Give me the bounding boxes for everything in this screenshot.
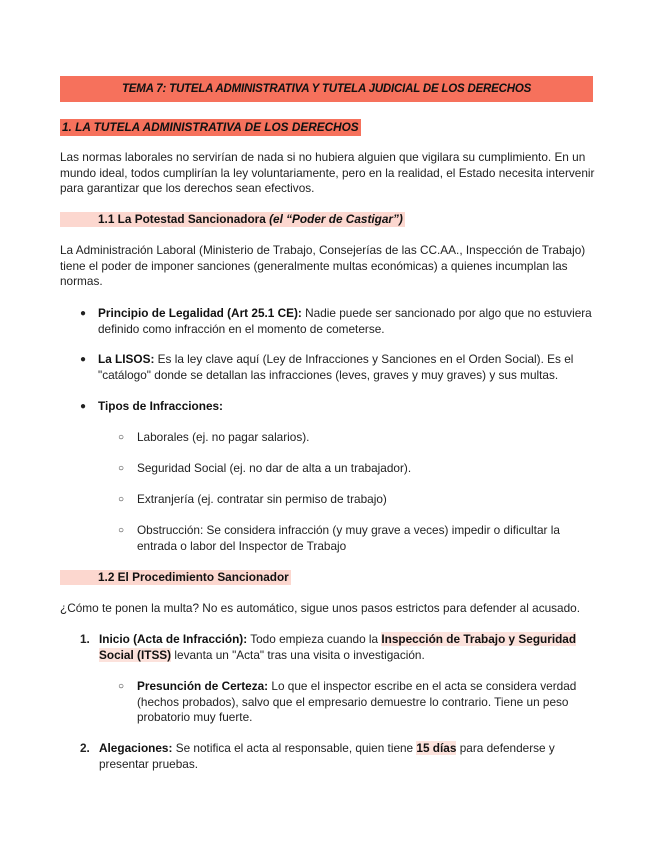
sub-item-text: Obstrucción: Se considera infracción (y muy grave a veces) impedir o dificultar la: [137, 523, 560, 537]
circle-bullet-icon: ○: [118, 525, 125, 536]
highlighted-term: 15 días: [416, 741, 457, 755]
step-term: Alegaciones:: [99, 741, 173, 755]
bullet-term: Principio de Legalidad (Art 25.1 CE):: [98, 306, 302, 320]
bullet-term: La LISOS:: [98, 352, 155, 366]
heading-italic-text: (el “Poder de Castigar”): [269, 212, 403, 226]
paragraph-line: La Administración Laboral (Ministerio de Trabajo, Consejerías de las CC.AA., Inspección de Trabajo): [60, 243, 586, 257]
step-text: presentar pruebas.: [99, 756, 199, 771]
circle-bullet-icon: ○: [118, 494, 125, 505]
bullet-text: definido como infracción en el momento de cometerse.: [98, 321, 385, 336]
bullet-text: Nadie puede ser sancionado por algo que no estuviera: [301, 306, 592, 320]
bullet-dot-icon: ●: [80, 354, 87, 365]
section-1-heading: 1. LA TUTELA ADMINISTRATIVA DE LOS DERECHOS: [62, 120, 359, 134]
bullet-term: Tipos de Infracciones:: [98, 399, 223, 413]
section-1-1-paragraph: [60, 243, 600, 290]
document-title: TEMA 7: TUTELA ADMINISTRATIVA Y TUTELA JUDICIAL DE LOS DERECHOS: [60, 76, 593, 102]
sub-item-text: probatorio muy fuerte.: [137, 710, 253, 724]
circle-bullet-icon: ○: [118, 463, 125, 474]
section-1-intro: [60, 150, 600, 197]
section-1-2-heading: 1.2 El Procedimiento Sancionador: [60, 570, 291, 585]
paragraph-line: normas.: [60, 274, 103, 288]
sub-item-text: (hechos probados), salvo que el empresario demuestre lo contrario. Tiene un peso: [137, 694, 569, 709]
bullet-text: "catálogo" donde se detallan las infracciones (leves, graves y muy graves) y sus multas.: [98, 367, 559, 382]
section-1-2-intro: ¿Cómo te ponen la multa? No es automático, sigue unos pasos estrictos para defender al acusado.: [60, 601, 581, 615]
highlighted-term: Inspección de Trabajo y Seguridad: [381, 632, 577, 646]
sub-item-text: Lo que el inspector escribe en el acta se considera verdad: [268, 679, 577, 693]
circle-bullet-icon: ○: [118, 681, 125, 692]
circle-bullet-icon: ○: [118, 432, 125, 443]
section-1-1-heading: [60, 212, 405, 227]
step-text: levanta un "Acta" tras una visita o investigación.: [171, 647, 425, 662]
step-text: para defenderse y: [456, 741, 555, 755]
highlighted-term: Social (ITSS): [99, 647, 172, 662]
bullet-dot-icon: ●: [80, 401, 87, 412]
bullet-text: Es la ley clave aquí (Ley de Infracciones y Sanciones en el Orden Social). Es el: [154, 352, 574, 366]
intro-line: Las normas laborales no servirían de nada si no hubiera alguien que vigilara su cumplimiento. En un: [60, 150, 586, 164]
sub-item-text: Seguridad Social (ej. no dar de alta a un trabajador).: [137, 461, 412, 475]
intro-line: mundo ideal, todos cumplirían la ley voluntariamente, pero en la realidad, el Estado necesita intervenir: [60, 165, 595, 180]
step-text: Todo empieza cuando la: [247, 632, 382, 646]
step-term: Inicio (Acta de Infracción):: [99, 632, 248, 646]
sub-item-text: Laborales (ej. no pagar salarios).: [137, 430, 310, 444]
intro-line: para garantizar que los derechos sean efectivos.: [60, 181, 315, 195]
step-text: Se notifica el acta al responsable, quien tiene: [172, 741, 417, 755]
sub-item-term: Presunción de Certeza:: [137, 679, 269, 693]
paragraph-line: tiene el poder de imponer sanciones (generalmente multas económicas) a quienes incumplan las: [60, 258, 568, 273]
item-number: 2.: [80, 741, 90, 755]
item-number: 1.: [80, 632, 90, 646]
heading-text: 1.1 La Potestad Sancionadora: [98, 212, 270, 226]
sub-item-text: entrada o labor del Inspector de Trabajo: [137, 538, 347, 553]
bullet-dot-icon: ●: [80, 308, 87, 319]
sub-item-text: Extranjería (ej. contratar sin permiso de trabajo): [137, 492, 387, 506]
